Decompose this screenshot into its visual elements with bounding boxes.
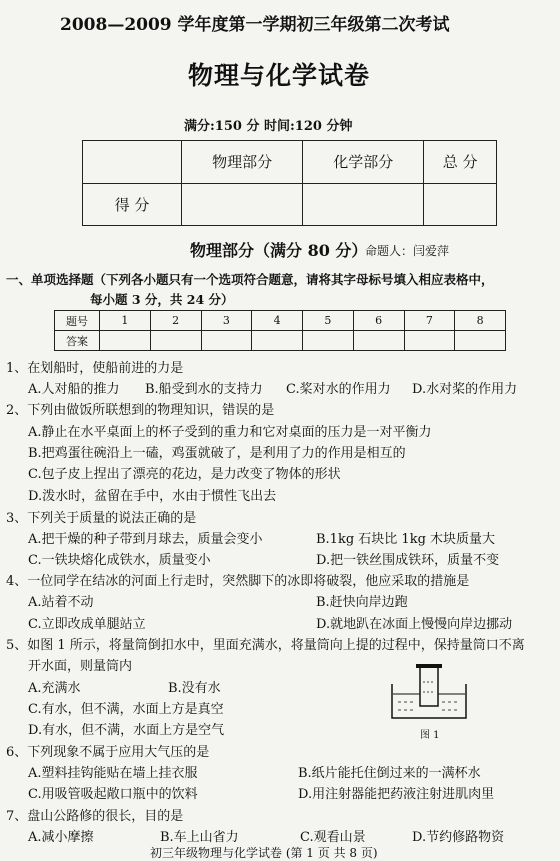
q6-stem: 6、下列现象不属于应用大气压的是 [6, 745, 210, 760]
q6-option-b: B.纸片能托住倒过来的一满杯水 [298, 766, 481, 781]
answer-cell-4[interactable] [252, 331, 303, 351]
q7-option-d: D.节约修路物资 [412, 830, 505, 845]
q2-option-b: B.把鸡蛋往碗沿上一磕，鸡蛋就破了，是利用了力的作用是相互的 [28, 446, 406, 461]
figure-1-label: 图 1 [420, 730, 440, 741]
answer-num-8: 8 [455, 311, 506, 331]
q4-option-c: C.立即改成单腿站立 [28, 617, 146, 632]
score-table-corner [83, 141, 182, 184]
answer-num-6: 6 [353, 311, 404, 331]
score-cell-total[interactable] [424, 183, 497, 226]
score-header-physics: 物理部分 [182, 141, 303, 184]
q3-option-a: A.把干燥的种子带到月球去，质量会变小 [28, 532, 263, 547]
score-table [82, 140, 497, 226]
answer-num-7: 7 [404, 311, 455, 331]
q1-option-c: C.桨对水的作用力 [286, 382, 391, 397]
figure-1-cylinder-diagram [388, 662, 470, 722]
q4-option-b: B.赶快向岸边跑 [316, 595, 408, 610]
q3-option-b: B.1kg 石块比 1kg 木块质量大 [316, 532, 496, 547]
answer-num-4: 4 [252, 311, 303, 331]
q2-option-c: C.包子皮上捏出了漂亮的花边，是力改变了物体的形状 [28, 467, 341, 482]
answer-table-num-label: 题号 [55, 311, 100, 331]
answer-cell-6[interactable] [353, 331, 404, 351]
answer-num-2: 2 [150, 311, 201, 331]
q6-option-d: D.用注射器能把药液注射进肌肉里 [298, 787, 495, 802]
q7-option-b: B.车上山省力 [160, 830, 239, 845]
answer-num-5: 5 [303, 311, 354, 331]
q4-option-d: D.就地趴在冰面上慢慢向岸边挪动 [316, 617, 513, 632]
answer-cell-5[interactable] [303, 331, 354, 351]
q7-option-c: C.观看山景 [300, 830, 366, 845]
q1-option-d: D.水对桨的作用力 [412, 382, 518, 397]
q2-option-d: D.泼水时，盆留在手中，水由于惯性飞出去 [28, 489, 277, 504]
score-header-total: 总 分 [424, 141, 497, 184]
answer-table-ans-label: 答案 [55, 331, 100, 351]
q1-option-a: A.人对船的推力 [28, 382, 120, 397]
q6-option-a: A.塑料挂钩能贴在墙上挂衣服 [28, 766, 198, 781]
q5-stem: 5、如图 1 所示，将量筒倒扣水中，里面充满水，将量筒向上提的过程中，保持量筒口不离 [6, 638, 525, 653]
exam-meta: 满分:150 分 时间:120 分钟 [184, 119, 353, 134]
q3-option-d: D.把一铁丝围成铁环，质量不变 [316, 553, 500, 568]
q4-stem: 4、一位同学在结冰的河面上行走时，突然脚下的冰即将破裂，他应采取的措施是 [6, 574, 470, 589]
score-cell-physics[interactable] [182, 183, 303, 226]
section-author: 命题人：闫爱萍 [365, 244, 450, 258]
answer-cell-3[interactable] [201, 331, 252, 351]
section-title: 物理部分（满分 80 分） [190, 241, 368, 260]
q6-option-c: C.用吸管吸起敞口瓶中的饮料 [28, 787, 198, 802]
answer-cell-8[interactable] [455, 331, 506, 351]
answer-cell-2[interactable] [150, 331, 201, 351]
score-cell-chemistry[interactable] [303, 183, 424, 226]
answer-cell-1[interactable] [100, 331, 151, 351]
answer-cell-7[interactable] [404, 331, 455, 351]
q7-stem: 7、盘山公路修的很长，目的是 [6, 809, 184, 824]
part1-heading-cont: 每小题 3 分，共 24 分） [90, 292, 234, 307]
score-header-chemistry: 化学部分 [303, 141, 424, 184]
page-footer: 初三年级物理与化学试卷 (第 1 页 共 8 页) [150, 846, 378, 860]
q5-option-b: B.没有水 [168, 681, 221, 696]
q5-option-d: D.有水，但不满，水面上方是空气 [28, 723, 225, 738]
q2-option-a: A.静止在水平桌面上的杯子受到的重力和它对桌面的压力是一对平衡力 [28, 425, 432, 440]
q5-option-c: C.有水，但不满，水面上方是真空 [28, 702, 224, 717]
q7-option-a: A.减小摩擦 [28, 830, 94, 845]
q1-stem: 1、在划船时，使船前进的力是 [6, 361, 184, 376]
q3-stem: 3、下列关于质量的说法正确的是 [6, 511, 197, 526]
answer-num-1: 1 [100, 311, 151, 331]
q3-option-c: C.一铁块熔化成铁水，质量变小 [28, 553, 211, 568]
q1-option-b: B.船受到水的支持力 [145, 382, 263, 397]
answer-table [54, 310, 506, 351]
q5-option-a: A.充满水 [28, 681, 81, 696]
score-row-label: 得 分 [83, 183, 182, 226]
answer-num-3: 3 [201, 311, 252, 331]
q2-stem: 2、下列由做饭所联想到的物理知识，错误的是 [6, 403, 275, 418]
part1-heading: 一、单项选择题（下列各小题只有一个选项符合题意，请将其字母标号填入相应表格中， [6, 272, 494, 287]
q5-stem-cont: 开水面，则量筒内 [28, 659, 133, 674]
paper-title: 物理与化学试卷 [188, 61, 371, 90]
q4-option-a: A.站着不动 [28, 595, 94, 610]
exam-title: 2008—2009 学年度第一学期初三年级第二次考试 [60, 15, 450, 35]
